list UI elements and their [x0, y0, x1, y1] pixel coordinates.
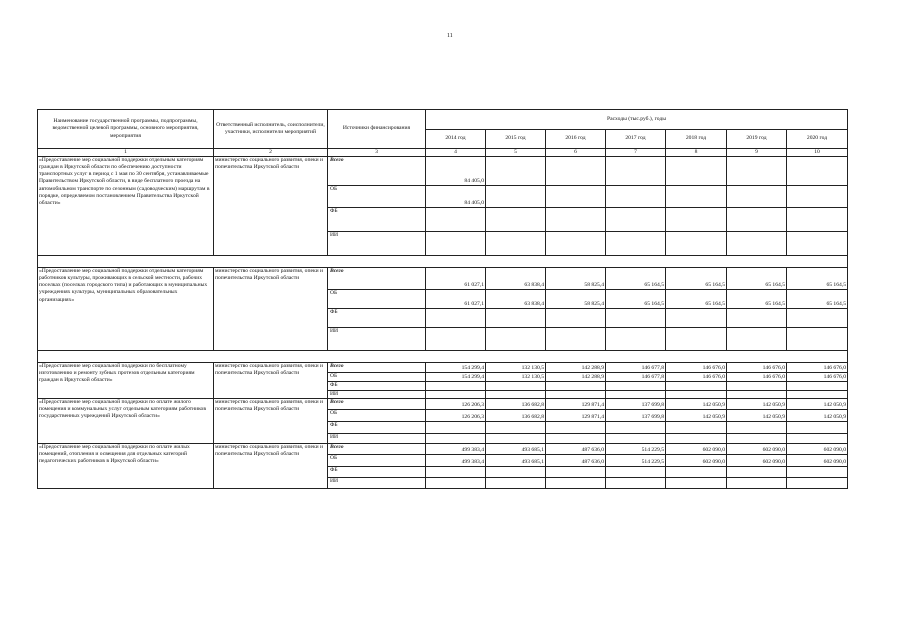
funding-source: ОБ — [328, 410, 426, 422]
expense-value — [426, 328, 486, 351]
expense-value — [426, 391, 486, 399]
expense-value: 146 676,0 — [787, 373, 848, 382]
column-number: 4 — [426, 149, 486, 157]
expense-value — [666, 186, 727, 208]
expense-value: 146 676,0 — [666, 363, 727, 373]
funding-source: ИИ — [328, 391, 426, 399]
expense-value — [666, 391, 727, 399]
funding-source: ФБ — [328, 382, 426, 391]
spacer-cell — [426, 351, 486, 363]
header-year: 2017 год — [606, 130, 666, 149]
expense-value: 84 405,0 — [426, 157, 486, 186]
header-year: 2016 год — [546, 130, 606, 149]
expense-value: 514 229,5 — [606, 455, 666, 467]
expense-value — [787, 208, 848, 232]
expense-value: 129 871,4 — [546, 399, 606, 410]
expense-value — [666, 382, 727, 391]
expense-value: 493 685,1 — [486, 455, 546, 467]
funding-source: Всего — [328, 444, 426, 455]
spacer-cell — [787, 256, 848, 268]
expense-value — [426, 478, 486, 489]
spacer-cell — [727, 256, 787, 268]
expense-value — [546, 157, 606, 186]
funding-source: ИИ — [328, 478, 426, 489]
expense-value — [546, 434, 606, 444]
expense-value: 146 676,0 — [787, 363, 848, 373]
expense-value: 499 383,4 — [426, 455, 486, 467]
expense-value: 487 636,0 — [546, 455, 606, 467]
expense-value: 146 677,8 — [606, 363, 666, 373]
responsible-executor: министерство социального развития, опеки и попечительства Иркутской области — [214, 268, 328, 351]
expense-value — [546, 208, 606, 232]
expense-value: 137 699,8 — [606, 399, 666, 410]
spacer-cell — [606, 351, 666, 363]
funding-source: ФБ — [328, 309, 426, 328]
program-name: «Предоставление мер социальной поддержки отдельным категориям работников культуры, проживающих в сельской местности, рабочих поселках (поселках городского типа) и работающих в муниципальных учреждениях культуры, муниципальных образовательных организациях» — [38, 268, 214, 351]
expense-value — [606, 478, 666, 489]
expense-value — [787, 186, 848, 208]
table-row — [38, 444, 848, 455]
expense-value — [606, 434, 666, 444]
expense-value: 514 229,5 — [606, 444, 666, 455]
expense-value: 65 164,5 — [606, 290, 666, 309]
expense-value: 61 027,1 — [426, 268, 486, 290]
column-number-row — [38, 149, 848, 157]
funding-source: ИИ — [328, 232, 426, 256]
funding-source: ОБ — [328, 455, 426, 467]
expense-value: 154 299,4 — [426, 373, 486, 382]
expense-value: 136 682,8 — [486, 410, 546, 422]
funding-source: Всего — [328, 399, 426, 410]
expense-value: 146 676,0 — [727, 373, 787, 382]
expense-value — [426, 208, 486, 232]
expense-value: 146 676,0 — [666, 373, 727, 382]
expense-value: 126 206,3 — [426, 410, 486, 422]
expense-value — [727, 328, 787, 351]
expense-value — [606, 467, 666, 478]
expense-value — [606, 157, 666, 186]
expense-value: 146 676,0 — [727, 363, 787, 373]
expense-value — [666, 208, 727, 232]
column-number: 5 — [486, 149, 546, 157]
expense-value — [486, 422, 546, 434]
spacer-cell — [38, 351, 214, 363]
expense-value — [666, 232, 727, 256]
expense-value: 63 838,4 — [486, 268, 546, 290]
header-program: Наименование государственной программы, подпрограммы, ведомственной целевой программы, основного мероприятия, мероприятия — [38, 110, 214, 149]
expense-value — [486, 328, 546, 351]
expense-value — [727, 391, 787, 399]
spacer-cell — [214, 256, 328, 268]
expense-value: 137 699,8 — [606, 410, 666, 422]
expense-value — [546, 232, 606, 256]
expense-value: 142 050,9 — [787, 410, 848, 422]
funding-source: ОБ — [328, 373, 426, 382]
expense-value — [546, 467, 606, 478]
header-year: 2015 год — [486, 130, 546, 149]
expense-value — [787, 157, 848, 186]
expense-value: 493 685,1 — [486, 444, 546, 455]
page-number: 11 — [447, 33, 453, 39]
expense-value: 487 636,0 — [546, 444, 606, 455]
expense-value — [486, 186, 546, 208]
expense-value — [727, 422, 787, 434]
expense-value — [666, 422, 727, 434]
responsible-executor: министерство социального развития, опеки и попечительства Иркутской области — [214, 444, 328, 489]
expense-value — [787, 328, 848, 351]
column-number: 1 — [38, 149, 214, 157]
expense-value — [787, 467, 848, 478]
expense-value — [546, 382, 606, 391]
expense-value: 499 383,4 — [426, 444, 486, 455]
expense-value — [606, 186, 666, 208]
expense-value: 142 288,9 — [546, 373, 606, 382]
expense-value — [426, 422, 486, 434]
expense-value — [426, 232, 486, 256]
column-number: 6 — [546, 149, 606, 157]
expense-value — [666, 434, 727, 444]
expense-value — [426, 309, 486, 328]
spacer-cell — [666, 351, 727, 363]
expense-value: 142 050,9 — [727, 399, 787, 410]
expense-value: 65 164,5 — [606, 268, 666, 290]
column-number: 3 — [328, 149, 426, 157]
program-name: «Предоставление мер социальной поддержки по оплате жилых помещений, отопления и освещения для отдельных категорий педагогических работников в Иркутской области» — [38, 444, 214, 489]
funding-source: ФБ — [328, 422, 426, 434]
expense-value — [727, 478, 787, 489]
expense-value — [546, 422, 606, 434]
funding-source: ФБ — [328, 467, 426, 478]
expense-value: 58 825,4 — [546, 290, 606, 309]
expense-value: 602 090,0 — [787, 455, 848, 467]
expense-value — [787, 478, 848, 489]
expense-value — [606, 422, 666, 434]
expense-value: 65 164,5 — [787, 290, 848, 309]
funding-source: ИИ — [328, 328, 426, 351]
funding-source: ФБ — [328, 208, 426, 232]
expense-value — [787, 309, 848, 328]
expense-value — [727, 208, 787, 232]
expense-value: 129 871,4 — [546, 410, 606, 422]
expense-value: 602 090,0 — [727, 444, 787, 455]
expense-value — [606, 391, 666, 399]
expense-value — [546, 309, 606, 328]
spacer-cell — [426, 256, 486, 268]
program-name: «Предоставление мер социальной поддержки по оплате жилого помещения и коммунальных услуг отдельным категориям работников государственных учреждений Иркутской области» — [38, 399, 214, 444]
spacer-cell — [546, 351, 606, 363]
expense-value — [666, 467, 727, 478]
expense-value: 154 299,4 — [426, 363, 486, 373]
expense-value: 602 090,0 — [727, 455, 787, 467]
expense-value — [727, 157, 787, 186]
expense-value — [787, 434, 848, 444]
expense-value — [787, 422, 848, 434]
spacer-cell — [214, 351, 328, 363]
expense-value — [606, 208, 666, 232]
funding-source: Всего — [328, 157, 426, 186]
expense-value: 142 050,9 — [787, 399, 848, 410]
expense-value: 126 206,3 — [426, 399, 486, 410]
header-year: 2018 год — [666, 130, 727, 149]
expense-value: 58 825,4 — [546, 268, 606, 290]
expense-value — [727, 467, 787, 478]
spacer-cell — [606, 256, 666, 268]
header-responsible: Ответственный исполнитель, соисполнители, участники, исполнители мероприятий — [214, 110, 328, 149]
expense-value — [727, 434, 787, 444]
responsible-executor: министерство социального развития, опеки и попечительства Иркутской области — [214, 363, 328, 399]
table-row — [38, 363, 848, 373]
expense-value: 65 164,5 — [787, 268, 848, 290]
header-year: 2020 год — [787, 130, 848, 149]
expense-value: 136 682,8 — [486, 399, 546, 410]
responsible-executor: министерство социального развития, опеки и попечительства Иркутской области — [214, 157, 328, 256]
expense-value — [486, 157, 546, 186]
expense-value — [606, 382, 666, 391]
expense-value — [727, 186, 787, 208]
expense-value: 602 090,0 — [666, 444, 727, 455]
expenses-table — [37, 109, 848, 489]
expense-value — [426, 382, 486, 391]
expense-value — [606, 328, 666, 351]
header-year: 2014 год — [426, 130, 486, 149]
funding-source: ОБ — [328, 186, 426, 208]
expense-value: 61 027,1 — [426, 290, 486, 309]
expense-value — [486, 208, 546, 232]
expense-value: 132 130,5 — [486, 363, 546, 373]
expense-value: 602 090,0 — [787, 444, 848, 455]
column-number: 2 — [214, 149, 328, 157]
table-row — [38, 399, 848, 410]
expense-value — [546, 391, 606, 399]
expense-value — [546, 478, 606, 489]
spacer-cell — [787, 351, 848, 363]
spacer-cell — [38, 256, 214, 268]
funding-source: Всего — [328, 268, 426, 290]
expense-value — [666, 328, 727, 351]
expense-value — [727, 309, 787, 328]
funding-source: ИИ — [328, 434, 426, 444]
expense-value — [426, 434, 486, 444]
expense-value: 63 838,4 — [486, 290, 546, 309]
expense-value — [727, 232, 787, 256]
block-spacer — [38, 256, 848, 268]
table-row — [38, 157, 848, 186]
expense-value: 65 164,5 — [727, 268, 787, 290]
expense-value: 65 164,5 — [727, 290, 787, 309]
expense-value — [606, 232, 666, 256]
column-number: 10 — [787, 149, 848, 157]
header-expenses: Расходы (тыс.руб.), годы — [426, 110, 848, 130]
expense-value — [787, 391, 848, 399]
program-name: «Предоставление мер социальной поддержки по бесплатному изготовлению и ремонту зубных протезов отдельным категориям граждан в Иркутской области» — [38, 363, 214, 399]
table-row — [38, 268, 848, 290]
expense-value — [787, 382, 848, 391]
expense-value: 142 050,9 — [666, 410, 727, 422]
expense-value — [546, 186, 606, 208]
expense-value — [546, 328, 606, 351]
expense-value: 65 164,5 — [666, 268, 727, 290]
expense-value — [486, 391, 546, 399]
expense-value — [486, 309, 546, 328]
expense-value: 602 090,0 — [666, 455, 727, 467]
expense-value: 65 164,5 — [666, 290, 727, 309]
spacer-cell — [546, 256, 606, 268]
column-number: 7 — [606, 149, 666, 157]
expense-value: 146 677,8 — [606, 373, 666, 382]
expense-value — [666, 309, 727, 328]
funding-source: ОБ — [328, 290, 426, 309]
expense-value: 132 130,5 — [486, 373, 546, 382]
spacer-cell — [727, 351, 787, 363]
spacer-cell — [328, 256, 426, 268]
responsible-executor: министерство социального развития, опеки и попечительства Иркутской области — [214, 399, 328, 444]
spacer-cell — [666, 256, 727, 268]
expense-value — [426, 467, 486, 478]
expense-value — [486, 434, 546, 444]
expense-value: 84 405,0 — [426, 186, 486, 208]
header-year: 2019 год — [727, 130, 787, 149]
expense-value — [727, 382, 787, 391]
column-number: 8 — [666, 149, 727, 157]
expense-value: 142 050,9 — [666, 399, 727, 410]
expense-value: 142 050,9 — [727, 410, 787, 422]
table-body — [38, 157, 848, 489]
expense-value — [486, 467, 546, 478]
expense-value — [787, 232, 848, 256]
spacer-cell — [328, 351, 426, 363]
expense-value — [666, 157, 727, 186]
program-name: «Предоставление мер социальной поддержки отдельным категориям граждан в Иркутской области по обеспечению доступности транспортных услуг в период с 1 мая по 30 сентября, устанавливаемые Правительством Иркутской области, в виде бесплатного проезда на автомобильном транспорте по сезонным (садоводческим) маршрутам в порядке, определяемом постановлением Правительства Иркутской области» — [38, 157, 214, 256]
expense-value — [666, 478, 727, 489]
funding-source: Всего — [328, 363, 426, 373]
block-spacer — [38, 351, 848, 363]
column-number: 9 — [727, 149, 787, 157]
expense-value — [486, 382, 546, 391]
expense-value — [486, 478, 546, 489]
expense-value — [486, 232, 546, 256]
header-source: Источники финансирования — [328, 110, 426, 149]
expense-value — [606, 309, 666, 328]
spacer-cell — [486, 256, 546, 268]
spacer-cell — [486, 351, 546, 363]
expense-value: 142 288,9 — [546, 363, 606, 373]
